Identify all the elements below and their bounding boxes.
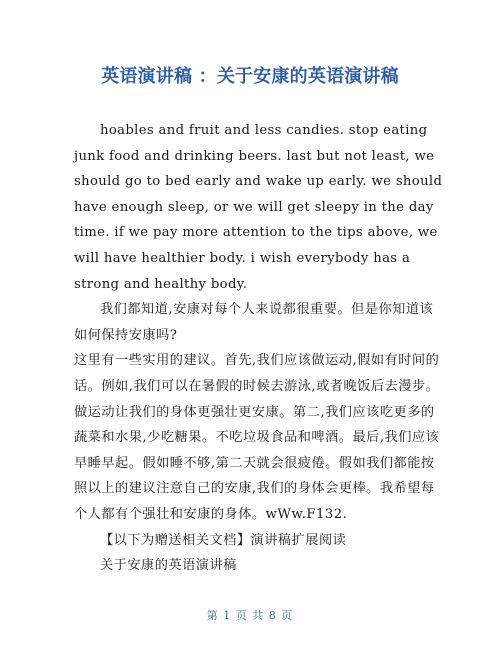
text-line: hoables and fruit and less candies. stop eating: [100, 123, 428, 138]
related-section: [74, 528, 430, 579]
text-line: will have healthier body. i wish everybody has a: [74, 250, 411, 266]
text-line: should go to bed early and wake up early. we should: [74, 174, 443, 190]
related-doc-title: 关于安康的英语演讲稿: [100, 558, 237, 574]
page-indicator: 第 1 页 共 8 页: [206, 609, 294, 622]
english-paragraph: [74, 118, 443, 297]
text-line: time. if we pay more attention to the tips above, we: [74, 225, 438, 241]
text-line: junk food and drinking beers. last but not least, we: [74, 148, 435, 164]
text-line: 这里有一些实用的建议。首先,我们应该做运动,假如有时间的: [74, 353, 440, 369]
text-line: 早睡早起。假如睡不够,第二天就会很疲倦。假如我们都能按: [74, 455, 435, 471]
text-line: have enough sleep, or we will get sleepy in the day: [74, 199, 434, 215]
text-line: 照以上的建议注意自己的安康,我们的身体会更棒。我希望每: [74, 481, 435, 497]
text-line: 话。例如,我们可以在暑假的时候去游泳,或者晚饭后去漫步。: [74, 378, 440, 394]
text-line: strong and healthy body.: [74, 276, 248, 292]
text-line: 我们都知道,安康对每个人来说都很重要。但是你知道该: [100, 302, 434, 318]
document-body: [74, 118, 443, 579]
chinese-paragraph: [74, 297, 440, 527]
text-line: 蔬菜和水果,少吃糖果。不吃垃圾食品和啤酒。最后,我们应该: [74, 430, 440, 446]
text-line: 做运动让我们的身体更强壮更安康。第二,我们应该吃更多的: [74, 404, 435, 420]
page-title: 英语演讲稿 ：关于安康的英语演讲稿: [101, 66, 399, 87]
related-docs-label: 【以下为赠送相关文档】演讲稿扩展阅读: [100, 532, 347, 548]
text-line: 如何保持安康吗?: [74, 327, 178, 343]
text-line: 个人都有个强壮和安康的身体。wWw.F132.: [74, 506, 348, 522]
